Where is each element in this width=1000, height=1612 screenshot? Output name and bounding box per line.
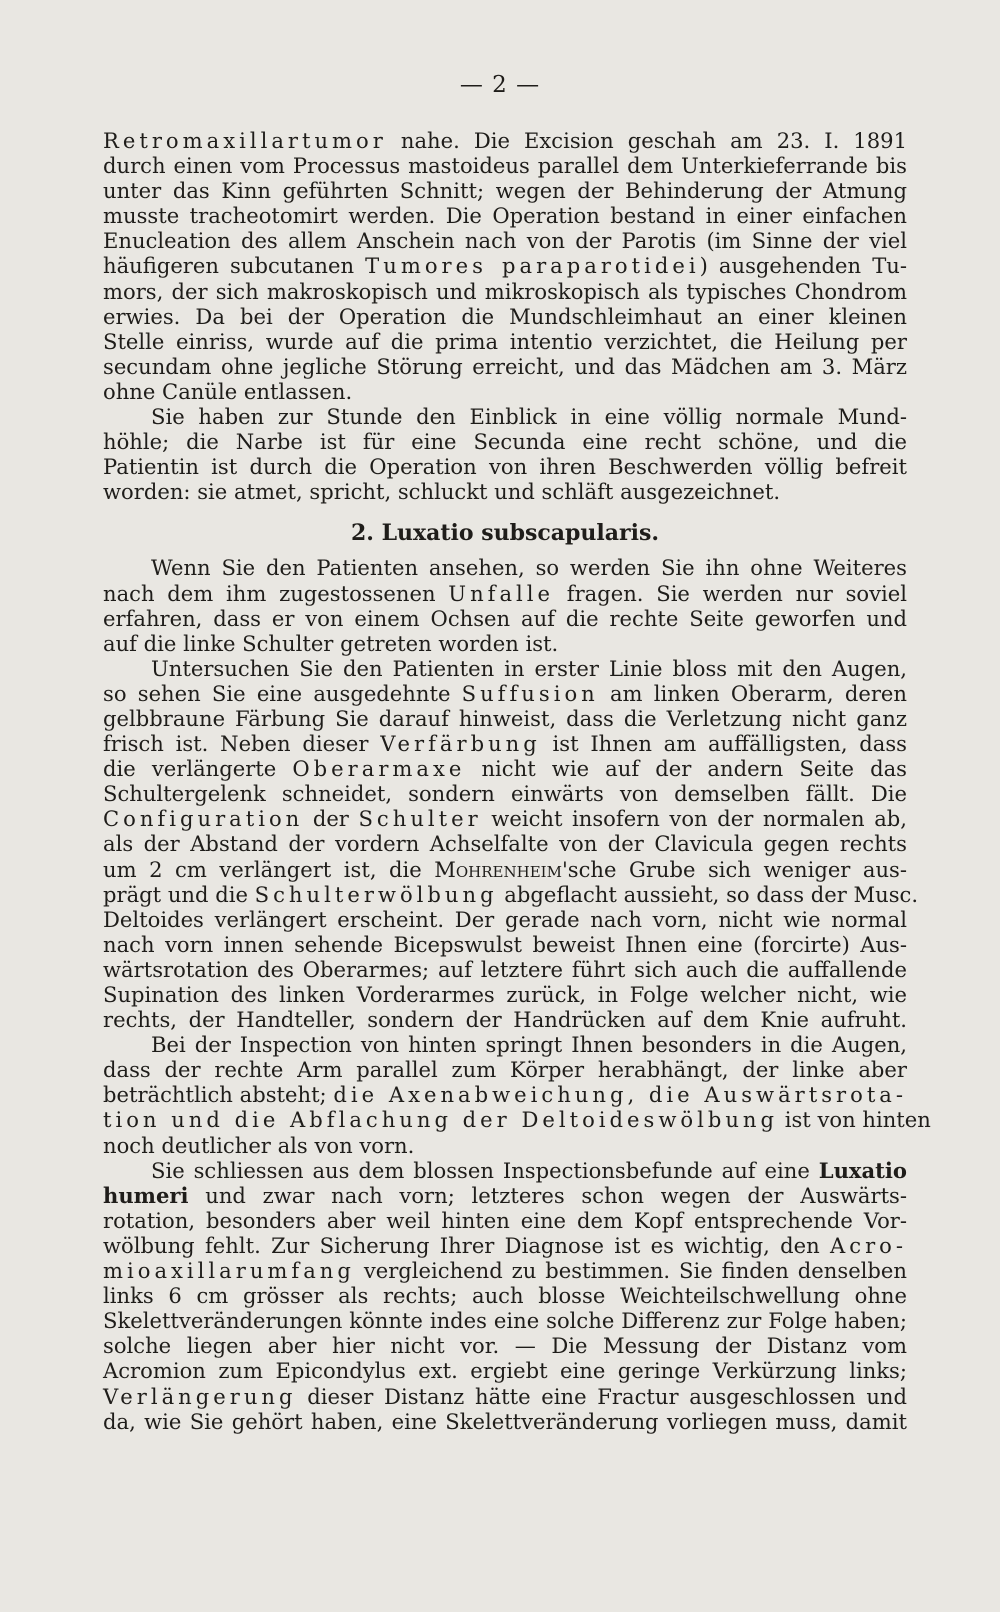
text-line: beträchtlich absteht; die Axenabweichung, die Auswärtsrota- [103,1082,907,1108]
body-text [103,128,931,1434]
text-line: unter das Kinn geführten Schnitt; wegen der Behinderung der Atmung [103,178,907,204]
text-line: musste tracheotomirt werden. Die Operation bestand in einer einfachen [103,203,907,229]
text-line: wärtsrotation des Oberarmes; auf letztere führt sich auch die auffallende [103,956,907,982]
text-line: mors, der sich makroskopisch und mikroskopisch als typisches Chondrom [103,278,907,304]
text-line: nach dem ihm zugestossenen Unfalle fragen. Sie werden nur soviel [103,580,907,606]
text-line: Deltoides verlängert erscheint. Der gerade nach vorn, nicht wie normal [103,906,907,932]
text-line: dass der rechte Arm parallel zum Körper herabhängt, der linke aber [103,1057,907,1083]
text-line: da, wie Sie gehört haben, eine Skelettveränderung vorliegen muss, damit [103,1408,907,1434]
text-line: Configuration der Schulter weicht insofern von der normalen ab, [103,806,907,832]
text-line: Patientin ist durch die Operation von ihren Beschwerden völlig befreit [103,454,907,480]
text-line: Untersuchen Sie den Patienten in erster Linie bloss mit den Augen, [151,655,907,681]
section-heading: 2. Luxatio subscapularis. [350,520,660,547]
text-line: auf die linke Schulter getreten worden ist. [103,630,559,656]
text-line: secundam ohne jegliche Störung erreicht, und das Mädchen am 3. März [103,353,907,379]
page-number: — 2 — [459,72,541,98]
text-line: tion und die Abflachung der Deltoideswölbung ist von hinten [103,1107,931,1133]
text-line: so sehen Sie eine ausgedehnte Suffusion am linken Oberarm, deren [103,680,907,706]
text-line: höhle; die Narbe ist für eine Secunda eine recht schöne, und die [103,429,907,455]
text-line: Sie haben zur Stunde den Einblick in eine völlig normale Mund- [151,404,907,430]
text-line: noch deutlicher als von vorn. [103,1132,415,1158]
text-line: Supination des linken Vorderarmes zurück, in Folge welcher nicht, wie [103,982,907,1007]
text-line: erfahren, dass er von einem Ochsen auf die rechte Seite geworfen und [103,605,907,631]
text-line: Retromaxillartumor nahe. Die Excision geschah am 23. I. 1891 [103,128,907,153]
text-line: Enucleation des allem Anschein nach von der Parotis (im Sinne der viel [103,228,907,254]
text-line: Acromion zum Epicondylus ext. ergiebt eine geringe Verkürzung links; [103,1358,907,1384]
text-line: Bei der Inspection von hinten springt Ihnen besonders in die Augen, [151,1032,907,1058]
text-line: Wenn Sie den Patienten ansehen, so werden Sie ihn ohne Weiteres [151,555,907,581]
text-line: rotation, besonders aber weil hinten eine dem Kopf entsprechende Vor- [103,1207,907,1233]
text-line: durch einen vom Processus mastoideus parallel dem Unterkieferrande bis [103,153,907,179]
text-line: um 2 cm verlängert ist, die Mohrenheim'sche Grube sich weniger aus- [103,856,908,882]
text-line: humeri und zwar nach vorn; letzteres schon wegen der Auswärts- [103,1182,907,1208]
text-line: solche liegen aber hier nicht vor. — Die Messung der Distanz vom [103,1333,907,1359]
text-line: Skelettveränderungen könnte indes eine solche Differenz zur Folge haben; [103,1308,907,1334]
text-line: als der Abstand der vordern Achselfalte von der Clavicula gegen rechts [103,831,907,857]
text-line: ohne Canüle entlassen. [103,378,353,404]
text-line: die verlängerte Oberarmaxe nicht wie auf der andern Seite das [103,756,907,782]
text-line: Schultergelenk schneidet, sondern einwärts von demselben fällt. Die [103,781,907,807]
text-line: links 6 cm grösser als rechts; auch blosse Weichteilschwellung ohne [103,1283,907,1309]
text-line: nach vorn innen sehende Bicepswulst beweist Ihnen eine (forcirte) Aus- [103,931,907,957]
text-line: gelbbraune Färbung Sie darauf hinweist, dass die Verletzung nicht ganz [103,705,907,731]
text-line: Verlängerung dieser Distanz hätte eine Fractur ausgeschlossen und [103,1383,907,1409]
text-line: mioaxillarumfang vergleichend zu bestimmen. Sie finden denselben [103,1258,907,1284]
text-line: erwies. Da bei der Operation die Mundschleimhaut an einer kleinen [103,303,907,329]
text-line: häufigeren subcutanen Tumores paraparotidei) ausgehenden Tu- [103,253,907,279]
text-line: prägt und die Schulterwölbung abgeflacht aussieht, so dass der Musc. [103,881,919,907]
text-line: Sie schliessen aus dem blossen Inspectionsbefunde auf eine Luxatio [151,1157,907,1183]
text-line: rechts, der Handteller, sondern der Handrücken auf dem Knie aufruht. [103,1007,907,1033]
text-line: worden: sie atmet, spricht, schluckt und schläft ausgezeichnet. [103,479,781,505]
text-line: frisch ist. Neben dieser Verfärbung ist Ihnen am auffälligsten, dass [103,731,907,757]
text-line: wölbung fehlt. Zur Sicherung Ihrer Diagnose ist es wichtig, den Acro- [103,1232,907,1258]
text-line: Stelle einriss, wurde auf die prima intentio verzichtet, die Heilung per [103,328,907,354]
